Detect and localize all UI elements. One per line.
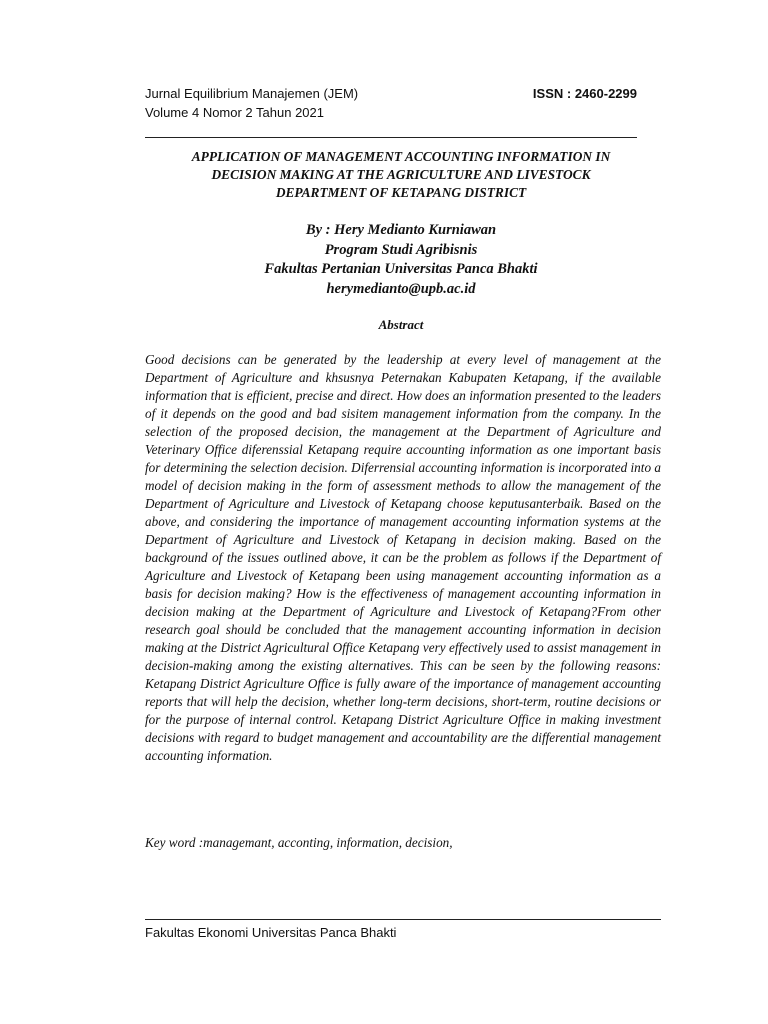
abstract-heading: Abstract	[378, 317, 424, 332]
footer-divider	[145, 919, 661, 920]
author-faculty: Fakultas Pertanian Universitas Panca Bhakti	[264, 261, 538, 277]
title-line-2: DECISION MAKING AT THE AGRICULTURE AND LIVESTOCK	[211, 167, 591, 182]
title-line-1: APPLICATION OF MANAGEMENT ACCOUNTING INFORMATION IN	[191, 149, 611, 164]
journal-header	[145, 84, 637, 122]
volume-info: Volume 4 Nomor 2 Tahun 2021	[145, 105, 324, 120]
header-divider	[145, 137, 637, 138]
author-name: By : Hery Medianto Kurniawan	[305, 222, 497, 238]
author-email: herymedianto@upb.ac.id	[326, 280, 476, 297]
title-line-3: DEPARTMENT OF KETAPANG DISTRICT	[275, 185, 527, 200]
keywords: Key word :managemant, acconting, information, decision,	[145, 835, 453, 850]
footer-text: Fakultas Ekonomi Universitas Panca Bhakti	[145, 925, 397, 940]
paper-title	[145, 148, 657, 202]
abstract-body: Good decisions can be generated by the leadership at every level of management at the Department of Agriculture and khsusnya Peternakan Kabupaten Ketapang, if the available information that is efficient, precise and direct. How does an information presented to the leaders of it depends on the good and bad sisitem management information from the company. In the selection of the proposed decision, the management at the Department of Agriculture and Veterinary Office diferenssial Ketapang require accounting information as one important basis for determining the selection decision. Diferrensial accounting information is incorporated into a model of decision making in the form of assessment methods to allow the management of the Department of Agriculture and Livestock of Ketapang choose keputusanterbaik. Based on the above, and considering the importance of management accounting information systems at the Department of Agriculture and Livestock of Ketapang in decision making. Based on the background of the issues outlined above, it can be the problem as follows if the Department of Agriculture and Livestock of Ketapang been using management accounting information as a basis for decision making? How is the effectiveness of management accounting information in decision making at the Department of Agriculture and Livestock of Ketapang?From other research goal should be concluded that the management accounting information in decision making at the District Agricultural Office Ketapang very effectively used to assist management in decision-making among the existing alternatives. This can be seen by the following reasons: Ketapang District Agriculture Office is fully aware of the importance of management accounting reports that will help the decision, whether long-term decisions, short-term, routine decisions or for the purpose of internal control. Ketapang District Agriculture Office in making investment decisions with regard to budget management and accountability are the differential management accounting information.	[145, 352, 661, 763]
journal-name: Jurnal Equilibrium Manajemen (JEM)	[145, 86, 359, 101]
author-block	[145, 221, 657, 299]
author-program: Program Studi Agribisnis	[324, 241, 478, 258]
issn-number: ISSN : 2460-2299	[532, 86, 637, 101]
